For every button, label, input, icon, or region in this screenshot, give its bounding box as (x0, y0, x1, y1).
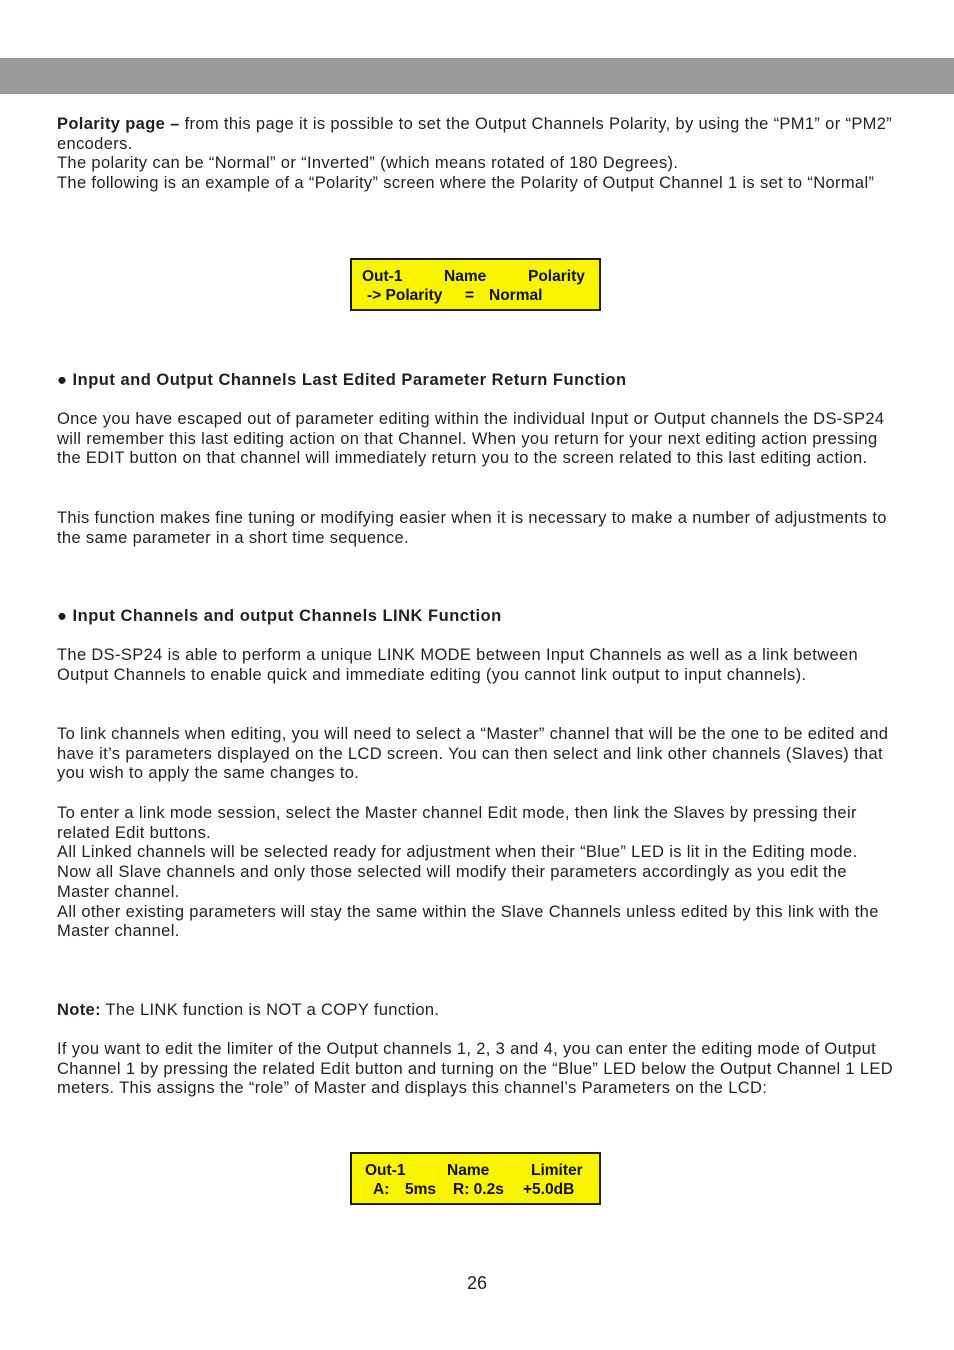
paragraph: All other existing parameters will stay the same within the Slave Channels unless edited by this link with the Master channel. (57, 902, 879, 941)
polarity-line-3: The following is an example of a “Polarity” screen where the Polarity of Output Channel 1 is set to “Normal” (57, 174, 875, 193)
lcd-cell: -> Polarity (367, 287, 443, 304)
return-function-paragraph-2 (57, 509, 902, 548)
lcd-row-2 (352, 1181, 599, 1201)
link-paragraph-1 (57, 646, 902, 685)
return-function-paragraph-1 (57, 410, 902, 469)
lcd-row-1 (352, 1162, 599, 1182)
lcd-row-1 (352, 268, 599, 288)
paragraph: If you want to edit the limiter of the Output channels 1, 2, 3 and 4, you can enter the editing mode of Output Channel 1 by pressing the related Edit button and turning on the “Blue” LED below the Output Channel 1 LED meters. This assigns the “role” of Master and displays this channel’s Parameters on the LCD: (57, 1040, 894, 1098)
lcd-cell: Name (447, 1162, 490, 1179)
paragraph: This function makes fine tuning or modifying easier when it is necessary to make a number of adjustments to the same parameter in a short time sequence. (57, 509, 887, 547)
polarity-line-2: The polarity can be “Normal” or “Inverted” (which means rotated of 180 Degrees). (57, 154, 679, 173)
note-label: Note: (57, 1001, 101, 1019)
lcd-cell: Limiter (531, 1162, 583, 1179)
section-heading-link-function: ● Input Channels and output Channels LINK Function (57, 607, 502, 625)
note (57, 1001, 902, 1021)
lcd-display-limiter (350, 1152, 601, 1205)
lcd-cell: 5ms (405, 1181, 437, 1198)
polarity-line-1-text: from this page it is possible to set the Output Channels Polarity, by using the “PM1” or “PM2” encoders. (57, 115, 893, 153)
lcd-cell: Normal (489, 287, 543, 304)
lcd-row-2 (352, 287, 599, 307)
paragraph: The DS-SP24 is able to perform a unique LINK MODE between Input Channels as well as a link between Output Channels to enable quick and immediate editing (you cannot link output to input channels). (57, 646, 859, 684)
link-paragraph-2 (57, 725, 902, 784)
polarity-lead: Polarity page – (57, 115, 180, 133)
lcd-cell: R: 0.2s (453, 1181, 504, 1198)
paragraph: All Linked channels will be selected ready for adjustment when their “Blue” LED is lit in the Editing mode. (57, 843, 858, 862)
link-paragraph-4 (57, 1040, 902, 1099)
paragraph: Once you have escaped out of parameter editing within the individual Input or Output channels the DS-SP24 will remember this last editing action on that Channel. When you return for your next editing action pressing the EDIT button on that channel will immediately return you to the screen related to this last editing action. (57, 410, 885, 468)
lcd-cell: Name (444, 268, 487, 285)
link-paragraph-3 (57, 804, 902, 942)
note-text: The LINK function is NOT a COPY function. (100, 1001, 440, 1019)
paragraph: Now all Slave channels and only those selected will modify their parameters accordingly as you edit the Master channel. (57, 863, 847, 901)
lcd-display-polarity (350, 258, 601, 311)
polarity-line-1 (57, 115, 902, 154)
page-number: 26 (466, 1273, 488, 1293)
lcd-cell: = (465, 287, 475, 304)
lcd-cell: Out-1 (365, 1162, 406, 1179)
lcd-cell: A: (373, 1181, 390, 1198)
paragraph: To enter a link mode session, select the Master channel Edit mode, then link the Slaves by pressing their related Edit buttons. (57, 804, 857, 842)
polarity-section (57, 115, 902, 194)
header-bar (0, 58, 954, 94)
lcd-cell: Out-1 (362, 268, 403, 285)
lcd-cell: Polarity (528, 268, 585, 285)
section-heading-return-function: ● Input and Output Channels Last Edited Parameter Return Function (57, 371, 627, 389)
paragraph: To link channels when editing, you will need to select a “Master” channel that will be the one to be edited and have it’s parameters displayed on the LCD screen. You can then select and link other channels (Slaves) that you wish to apply the same changes to. (57, 725, 889, 783)
lcd-cell: +5.0dB (523, 1181, 575, 1198)
